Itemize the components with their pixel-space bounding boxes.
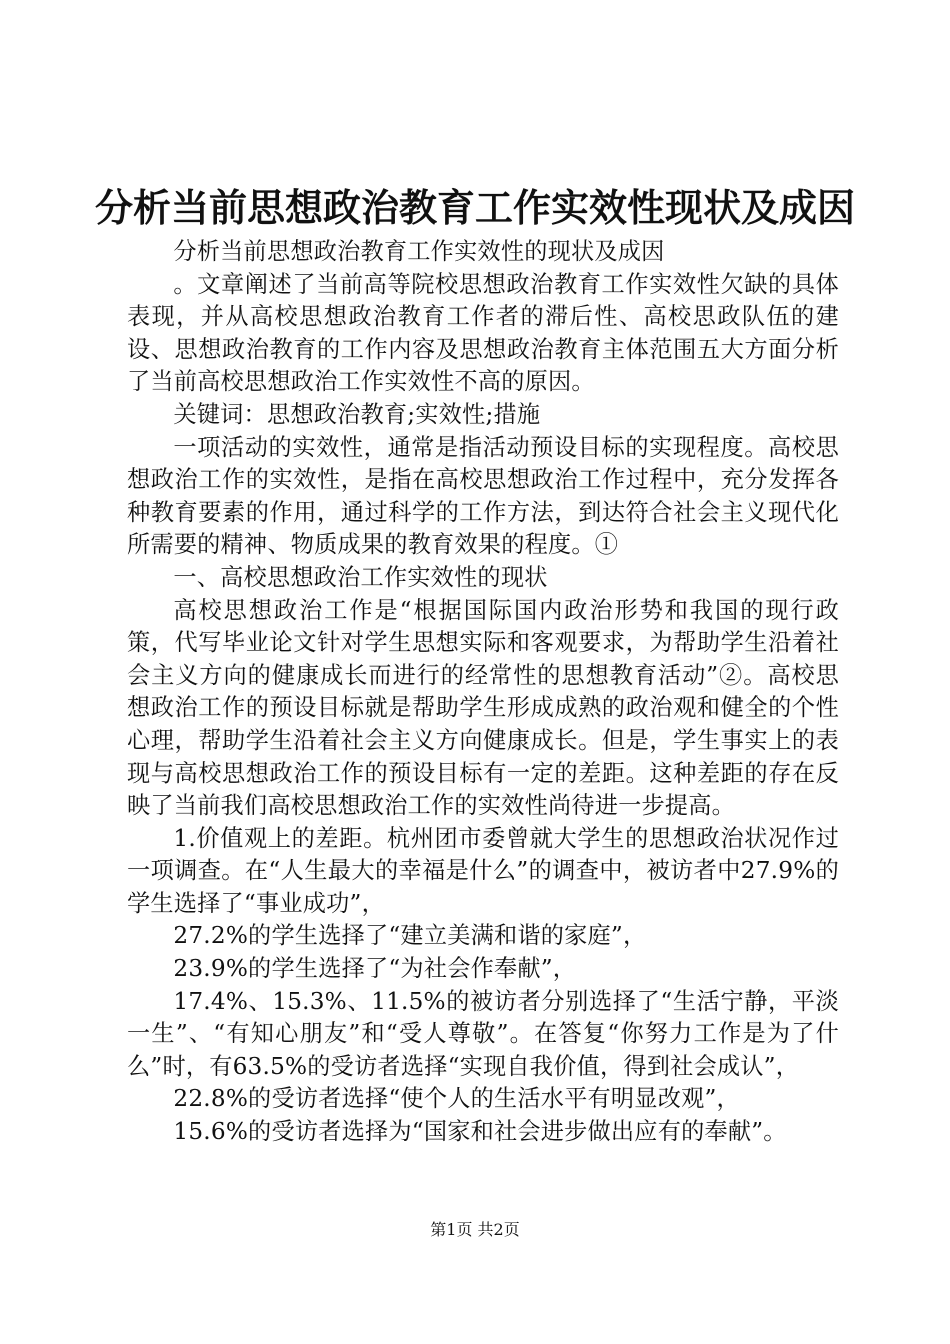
paragraph-definition: 一项活动的实效性，通常是指活动预设目标的实现程度。高校思想政治工作的实效性，是指在高校思想政治工作过程中，充分发挥各种教育要素的作用，通过科学的工作方法，到达符合社会主义现代化所需要的精神、物质成果的教育效果的程度。① (127, 433, 839, 559)
paragraph-stat-family: 27.2%的学生选择了“建立美满和谐的家庭”， (173, 922, 647, 950)
paragraph-abstract: 。文章阐述了当前高等院校思想政治教育工作实效性欠缺的具体表现，并从高校思想政治教育工作者的滞后性、高校思政队伍的建设、思想政治教育的工作内容及思想政治教育主体范围五大方面分析了当前高校思想政治工作实效性不高的原因。 (127, 270, 839, 396)
page-number-footer: 第1页 共2页 (430, 1220, 520, 1239)
paragraph-stat-society: 23.9%的学生选择了“为社会作奉献”， (173, 955, 577, 983)
paragraph-section-intro: 高校思想政治工作是“根据国际国内政治形势和我国的现行政策，代写毕业论文针对学生思想实际和客观要求，为帮助学生沿着社会主义方向的健康成长而进行的经常性的思想教育活动”②。高校思想政治工作的预设目标就是帮助学生形成成熟的政治观和健全的个性心理，帮助学生沿着社会主义方向健康成长。但是，学生事实上的表现与高校思想政治工作的预设目标有一定的差距。这种差距的存在反映了当前我们高校思想政治工作的实效性尚待进一步提高。 (127, 596, 839, 820)
paragraph-keywords: 关键词：思想政治教育;实效性;措施 (173, 400, 541, 428)
paragraph-stat-contribution: 15.6%的受访者选择为“国家和社会进步做出应有的奉献”。 (173, 1118, 787, 1146)
paragraph-subtitle: 分析当前思想政治教育工作实效性的现状及成因 (173, 238, 665, 265)
document-body (127, 236, 839, 1149)
paragraph-stat-others: 17.4%、15.3%、11.5%的被访者分别选择了“生活宁静，平淡一生”、“有知心朋友”和“受人尊敬”。在答复“你努力工作是为了什么”时，有63.5%的受访者选择“实现自我价值，得到社会成认”， (127, 987, 839, 1080)
section-heading-1: 一、高校思想政治工作实效性的现状 (173, 563, 548, 591)
paragraph-stat-living: 22.8%的受访者选择“使个人的生活水平有明显改观”， (173, 1085, 740, 1113)
paragraph-values-gap: 1.价值观上的差距。杭州团市委曾就大学生的思想政治状况作过一项调查。在“人生最大的幸福是什么”的调查中，被访者中27.9%的学生选择了“事业成功”， (127, 824, 839, 917)
document-title: 分析当前思想政治教育工作实效性现状及成因 (94, 185, 855, 230)
